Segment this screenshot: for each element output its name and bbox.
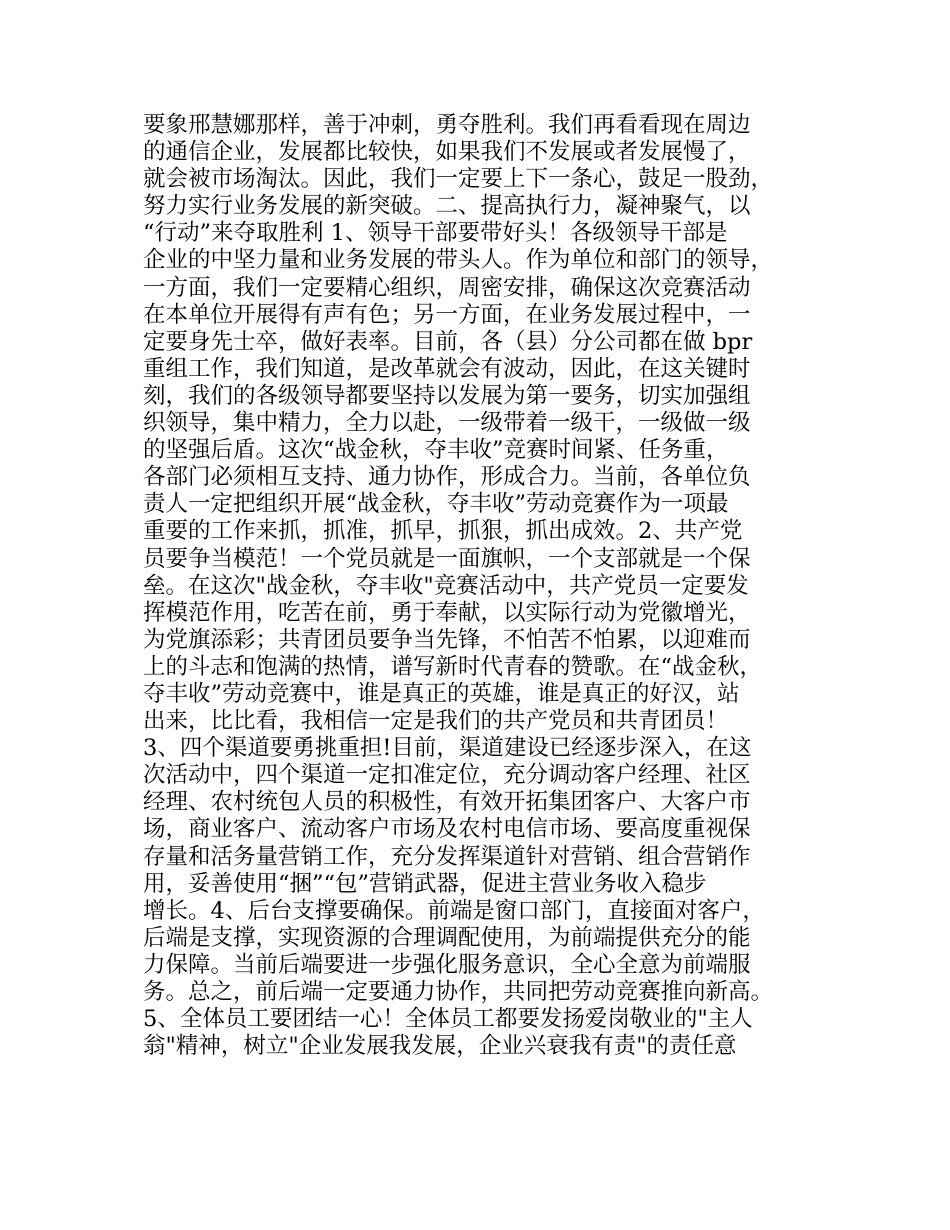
text-line: 的通信企业，发展都比较快，如果我们不发展或者发展慢了， [143, 139, 751, 166]
text-line: 力保障。当前后端要进一步强化服务意识，全心全意为前端服 [143, 951, 751, 978]
text-line: 垒。在这次"战金秋，夺丰收"竞赛活动中，共产党员一定要发 [143, 572, 749, 599]
text-line: 织领导，集中精力，全力以赴，一级带着一级干，一级做一级 [143, 410, 751, 437]
text-line: 刻，我们的各级领导都要坚持以发展为第一要务，切实加强组 [143, 382, 751, 409]
text-line: 的坚强后盾。这次“战金秋，夺丰收”竞赛时间紧、任务重， [143, 437, 729, 464]
text-line: 上的斗志和饱满的热情，谱写新时代青春的赞歌。在“战金秋， [143, 653, 763, 680]
text-line: 为党旗添彩；共青团员要争当先锋，不怕苦不怕累，以迎难而 [143, 626, 751, 653]
text-line: 重要的工作来抓，抓准，抓早，抓狠，抓出成效。2、共产党 [143, 518, 743, 545]
text-line: 各部门必须相互支持、通力协作，形成合力。当前，各单位负 [143, 464, 751, 491]
text-line: 次活动中，四个渠道一定扣准定位，充分调动客户经理、社区 [143, 762, 751, 789]
text-line: 后端是支撑，实现资源的合理调配使用，为前端提供充分的能 [143, 924, 751, 951]
text-line: 经理、农村统包人员的积极性，有效开拓集团客户、大客户市 [143, 789, 751, 816]
text-line: 用，妥善使用“捆”“包”营销武器，促进主营业务收入稳步 [143, 870, 707, 897]
text-line: 重组工作，我们知道，是改革就会有波动，因此，在这关键时 [143, 355, 751, 382]
text-line: 5、全体员工要团结一心！全体员工都要发扬爱岗敬业的"主人 [143, 1006, 753, 1033]
text-line: 企业的中坚力量和业务发展的带头人。作为单位和部门的领导， [143, 247, 774, 274]
text-line: 就会被市场淘汰。因此，我们一定要上下一条心，鼓足一股劲， [143, 166, 774, 193]
text-line: 场，商业客户、流动客户市场及农村电信市场、要高度重视保 [143, 816, 751, 843]
text-line: 增长。4、后台支撑要确保。前端是窗口部门，直接面对客户， [143, 897, 765, 924]
text-line: 一方面，我们一定要精心组织，周密安排，确保这次竞赛活动 [143, 274, 751, 301]
text-line: 在本单位开展得有声有色；另一方面，在业务发展过程中，一 [143, 301, 751, 328]
text-line: 翁"精神，树立"企业发展我发展，企业兴衰我有责"的责任意 [143, 1033, 737, 1060]
text-line: 努力实行业务发展的新突破。二、提高执行力，凝神聚气，以 [143, 193, 751, 220]
text-line: 挥模范作用，吃苦在前，勇于奉献，以实际行动为党徽增光， [143, 599, 751, 626]
text-line: 责人一定把组织开展“战金秋，夺丰收”劳动竞赛作为一项最 [143, 491, 729, 518]
text-line: “行动”来夺取胜利 1、领导干部要带好头！各级领导干部是 [143, 220, 728, 247]
text-line: 夺丰收”劳动竞赛中，谁是真正的英雄，谁是真正的好汉，站 [143, 680, 740, 707]
text-line: 出来，比比看，我相信一定是我们的共产党员和共青团员！ [143, 708, 729, 735]
text-line: 要象邢慧娜那样，善于冲刺，勇夺胜利。我们再看看现在周边 [143, 112, 751, 138]
text-line: 定要身先士卒，做好表率。目前，各（县）分公司都在做 bpr [143, 328, 753, 355]
text-line: 存量和活务量营销工作，充分发挥渠道针对营销、组合营销作 [143, 843, 751, 870]
text-line: 3、四个渠道要勇挑重担!目前，渠道建设已经逐步深入，在这 [143, 735, 752, 762]
body-text [143, 112, 843, 1060]
text-line: 员要争当模范！一个党员就是一面旗帜，一个支部就是一个保 [143, 545, 751, 572]
text-line: 务。总之，前后端一定要通力协作，共同把劳动竞赛推向新高。 [143, 979, 774, 1005]
